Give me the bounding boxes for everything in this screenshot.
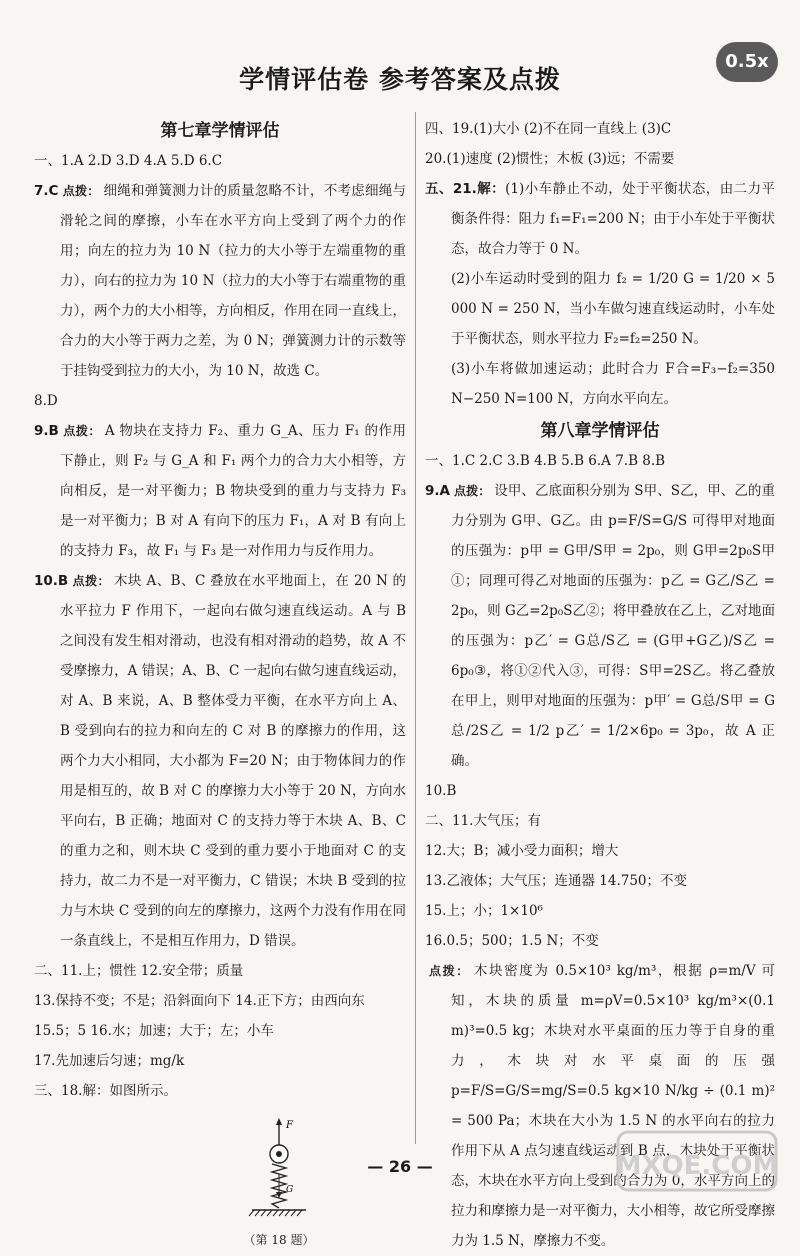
answer-item — [425, 476, 775, 776]
answer-paragraph: (3)小车将做加速运动；此时合力 F合=F₃−f₂=350 N−250 N=100 N，方向水平向左。 — [451, 361, 775, 407]
svg-text:MXQE.COM: MXQE.COM — [615, 1151, 779, 1181]
answer-text: 木块密度为 0.5×10³ kg/m³，根据 ρ=m/V 可知，木块的质量 m=ρV=0.5×10³ kg/m³×(0.1 m)³=0.5 kg；木块对水平桌面的压力等于自身的重力，木块对水平桌面的压强 p=F/S=G/S=mg/S=0.5 kg×10 N/kg ÷ (0.1 m)² = 500 Pa；木块在大小为 1.5 N 的水平向右的拉力作用下从 A 点匀速直线运动到 B 点，木块处于平衡状态，木块在水平方向上受到的合力为 0，水平方向上的拉力和摩擦力是一对平衡力，大小相等，故它所受摩擦力为 1.5 N，摩擦力不变。 — [451, 963, 775, 1249]
answer-line: 四、19.(1)大小 (2)不在同一直线上 (3)C — [425, 121, 672, 137]
page-number: — 26 — — [367, 1157, 433, 1176]
answer-line: 二、11.上；惯性 12.安全带；质量 — [34, 963, 244, 979]
answer-line: 12.大；B；减小受力面积；增大 — [425, 843, 619, 859]
answer-line: 20.(1)速度 (2)惯性；木板 (3)远；不需要 — [425, 151, 675, 167]
page-title: 学情评估卷 参考答案及点拨 — [239, 65, 561, 94]
answer-text: 设甲、乙底面积分别为 S甲、S乙，甲、乙的重力分别为 G甲、G乙。由 p=F/S=G/S 可得甲对地面的压强为：p甲 = G甲/S甲 = 2p₀，则 G甲=2p₀S甲①；同理可得乙对地面的压强为：p乙 = G乙/S乙 = 2p₀，则 G乙=2p₀S乙②；将甲叠放在乙上，乙对地面的压强为：p乙′ = G总/S乙 = (G甲+G乙)/S乙 = 6p₀③，将①②代入③，可得：S甲=2S乙。将乙叠放在甲上，则甲对地面的压强为：p甲′ = G总/S甲 = G总/2S乙 = 1/2 p乙′ = 1/2×6p₀ = 3p₀，故 A 正确。 — [451, 483, 775, 769]
answer-text: A 物块在支持力 F₂、重力 G_A、压力 F₁ 的作用下静止，则 F₂ 与 G_A 和 F₁ 两个力的合力大小相等，方向相反，是一对平衡力；B 物块受到的重力与支持力 F₃ 是一对平衡力；B 对 A 有向下的压力 F₁，A 对 B 有向上的支持力 F₃，故 F₁ 与 F₃ 是一对作用力与反作用力。 — [60, 423, 406, 559]
answer-line: 二、11.大气压；有 — [425, 813, 541, 829]
column-divider — [415, 112, 416, 1144]
left-column — [34, 114, 406, 1249]
figure-caption: （第 18 题） — [243, 1233, 315, 1247]
answer-line: 一、1.A 2.D 3.D 4.A 5.D 6.C — [34, 153, 223, 169]
answer-item — [34, 176, 406, 386]
section-heading: 第八章学情评估 — [540, 421, 660, 441]
figure-18 — [234, 1116, 324, 1249]
hint-label: 点拨： — [429, 964, 470, 978]
answer-line: 15.上；小；1×10⁶ — [425, 903, 543, 919]
answer-text: 细绳和弹簧测力计的质量忽略不计，不考虑细绳与滑轮之间的摩擦，小车在水平方向上受到了两个力的作用；向左的拉力为 10 N（拉力的大小等于左端重物的重力），向右的拉力为 10 N（拉力的大小等于右端重物的重力），两个力的大小相等，方向相反，作用在同一直线上，合力的大小等于两力之差，为 0 N；弹簧测力计的示数等于挂钩受到拉力的大小，为 10 N，故选 C。 — [60, 183, 406, 379]
answer-line: 13.保持不变；不是；沿斜面向下 14.正下方；由西向东 — [34, 993, 365, 1009]
answer-item — [34, 416, 406, 566]
section-heading: 第七章学情评估 — [160, 121, 280, 141]
answer-line: 15.5；5 16.水；加速；大于；左；小车 — [34, 1023, 274, 1039]
answer-line: 一、1.C 2.C 3.B 4.B 5.B 6.A 7.B 8.B — [425, 453, 666, 469]
answer-line: 13.乙液体；大气压；连通器 14.750；不变 — [425, 873, 687, 889]
question-number: 10.B — [34, 573, 69, 589]
answer-text: 木块 A、B、C 叠放在水平地面上，在 20 N 的水平拉力 F 作用下，一起向右做匀速直线运动。A 与 B 之间没有发生相对滑动，也没有相对滑动的趋势，故 A 不受摩擦力，A 错误；A、B、C 一起向右做匀速直线运动，对 A、B 来说，A、B 整体受力平衡，在水平方向上 A、B 受到向右的拉力和向左的 C 对 B 的摩擦力的作用，这两个力大小相同，大小都为 F=20 N；由于物体间力的作用是相互的，故 B 对 C 的摩擦力大小等于 20 N，方向水平向右，B 正确；地面对 C 的支持力等于木块 A、B、C 的重力之和，则木块 C 受到的重力要小于地面对 C 的支持力，故二力不是一对平衡力，C 错误；木块 B 受到的拉力与木块 C 受到的向左的摩擦力，这两个力没有作用在同一条直线上，不是相互作用力，D 错误。 — [60, 573, 406, 949]
hint-label: 点拨： — [62, 424, 101, 438]
right-column — [425, 114, 775, 1256]
question-number: 9.B — [34, 423, 59, 439]
answer-line: 8.D — [34, 393, 58, 409]
force-f-label: F — [286, 1120, 293, 1131]
question-number: 五、21.解： — [425, 181, 506, 197]
watermark-logo — [612, 1126, 782, 1196]
answer-text: (1)小车静止不动，处于平衡状态，由二力平衡条件得：阻力 f₁=F₁=200 N；由于小车处于平衡状态，故合力等于 0 N。 — [451, 181, 776, 257]
hint-label: 点拨： — [72, 574, 110, 588]
question-number: 7.C — [34, 183, 59, 199]
answer-item — [425, 174, 775, 264]
answer-item — [34, 566, 406, 956]
answer-item — [425, 956, 775, 1256]
answer-line: 17.先加速后匀速；mg/k — [34, 1053, 185, 1069]
zoom-badge[interactable]: 0.5x — [716, 42, 778, 82]
answer-line: 三、18.解：如图所示。 — [34, 1083, 177, 1099]
hint-label: 点拨： — [62, 184, 100, 198]
question-number: 9.A — [425, 483, 450, 499]
answer-line: 16.0.5；500；1.5 N；不变 — [425, 933, 599, 949]
hint-label: 点拨： — [453, 484, 491, 498]
answer-line: 10.B — [425, 783, 457, 799]
gravity-g-label: G — [286, 1185, 294, 1195]
answer-paragraph: (2)小车运动时受到的阻力 f₂ = 1/20 G = 1/20 × 5 000 N = 250 N，当小车做匀速直线运动时，小车处于平衡状态，则水平拉力 F₂=f₂=250 N。 — [451, 271, 775, 347]
